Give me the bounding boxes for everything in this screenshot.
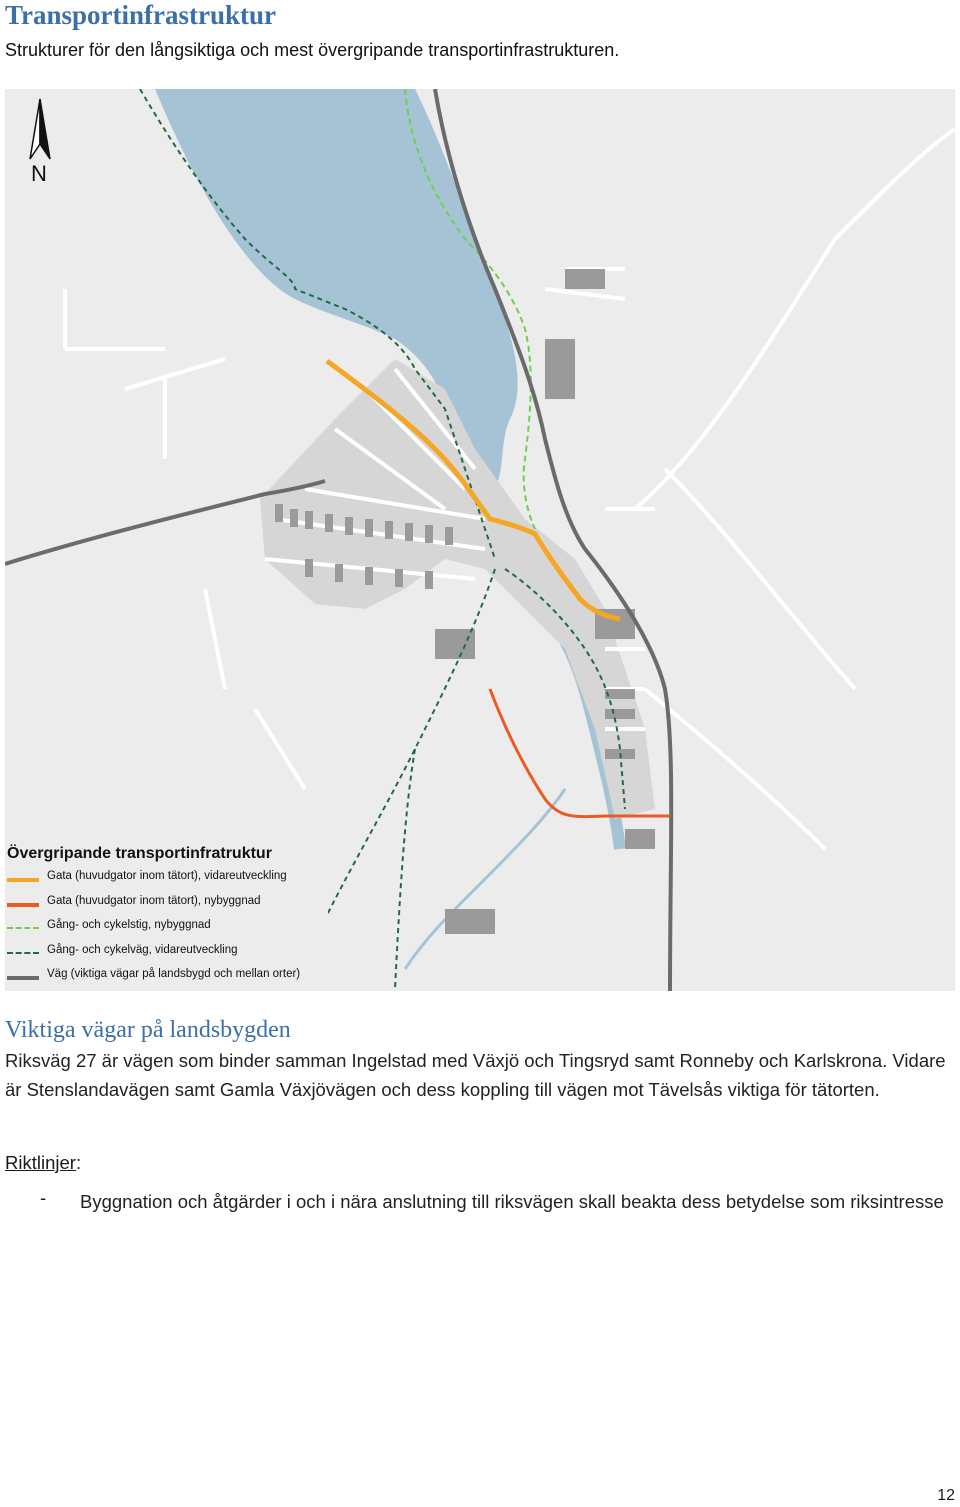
legend-label: Gata (huvudgator inom tätort), vidareutveckling: [47, 870, 287, 882]
guidelines-label: Riktlinjer: [5, 1152, 76, 1173]
legend-swatch: [7, 903, 39, 907]
guidelines-heading: [5, 1152, 81, 1174]
legend-swatch: [7, 952, 39, 954]
section-paragraph: Riksväg 27 är vägen som binder samman Ingelstad med Växjö och Tingsryd samt Ronneby och Karlskrona. Vidare är Stenslandavägen samt Gamla Växjövägen och dess koppling till vägen mot Tävelsås viktiga för tätorten.: [5, 1050, 946, 1100]
legend-item-street-new: [5, 894, 328, 914]
legend-title: Övergripande transportinfratruktur: [7, 845, 272, 862]
transport-map: [5, 89, 955, 991]
guidelines-colon: :: [75, 1152, 82, 1173]
legend-label: Väg (viktiga vägar på landsbygd och mellan orter): [47, 968, 301, 980]
legend-item-road: [5, 967, 328, 987]
north-label: N: [31, 161, 47, 186]
legend-swatch: [7, 927, 39, 929]
page-title: Transportinfrastruktur: [5, 0, 277, 30]
map-legend: [5, 843, 328, 991]
legend-label: Gång- och cykelväg, vidareutveckling: [47, 944, 238, 956]
legend-item-path-development: [5, 943, 328, 963]
legend-label: Gata (huvudgator inom tätort), nybyggnad: [47, 895, 261, 907]
legend-label: Gång- och cykelstig, nybyggnad: [47, 919, 211, 931]
legend-swatch: [7, 878, 39, 882]
page-subtitle: Strukturer för den långsiktiga och mest övergripande transportinfrastrukturen.: [5, 40, 620, 60]
legend-item-street-development: [5, 869, 328, 889]
section-heading: Viktiga vägar på landsbygden: [5, 1017, 291, 1043]
legend-item-path-new: [5, 918, 328, 938]
legend-swatch: [7, 976, 39, 980]
bullet-dash: -: [40, 1187, 47, 1208]
page-number: 12: [937, 1487, 955, 1504]
guideline-item: Byggnation och åtgärder i och i nära anslutning till riksvägen skall beakta dess betydelse som riksintresse: [80, 1191, 944, 1212]
